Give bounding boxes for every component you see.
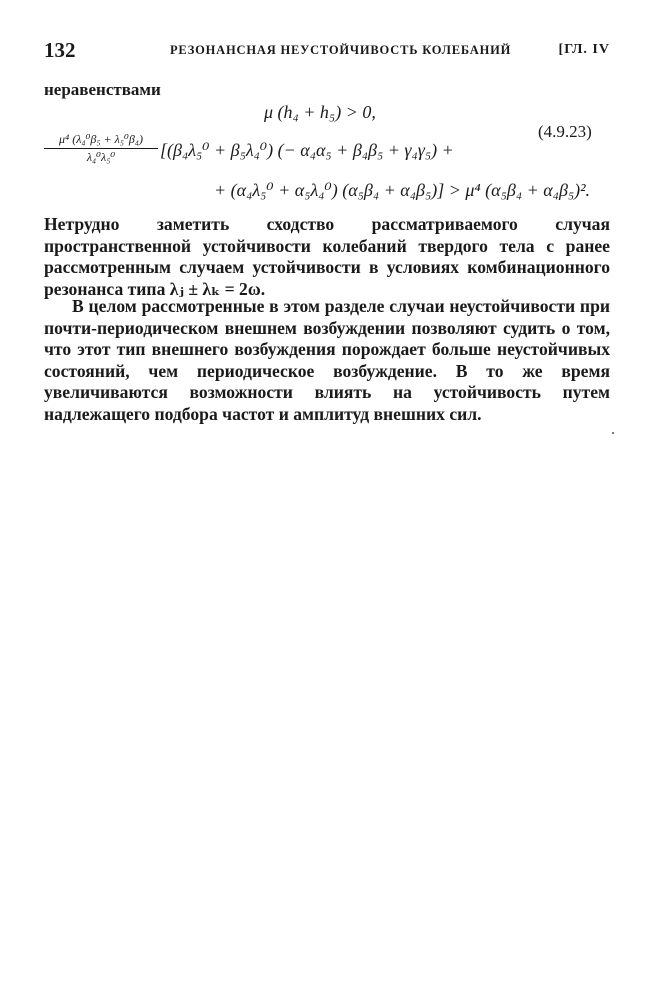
page-number: 132 bbox=[44, 38, 76, 62]
paragraph-1: Нетрудно заметить сходство рассматриваемого случая пространственной устойчивости колебаний твердого тела с ранее рассмотренным случаем устойчивости в условиях комбинационного резонанса типа λⱼ ± λₖ = 2ω. bbox=[44, 214, 610, 299]
intro-text: неравенствами bbox=[44, 80, 161, 99]
fraction-denominator: λ₄⁰λ₅⁰ bbox=[86, 150, 116, 164]
print-speck bbox=[612, 432, 614, 434]
equation-fraction bbox=[44, 132, 158, 165]
running-title: РЕЗОНАНСНАЯ НЕУСТОЙЧИВОСТЬ КОЛЕБАНИЙ bbox=[170, 43, 512, 57]
equation-line-2: [(β₄λ₅⁰ + β₅λ₄⁰) (− α₄α₅ + β₄β₅ + γ₄γ₅) + bbox=[160, 140, 454, 160]
chapter-reference: [ГЛ. IV bbox=[558, 42, 610, 57]
page-header bbox=[44, 38, 610, 62]
equation-number: (4.9.23) bbox=[538, 122, 592, 141]
equation-line-3: + (α₄λ₅⁰ + α₅λ₄⁰) (α₅β₄ + α₄β₅)] > μ⁴ (α₅β₄ + α₄β₅)². bbox=[214, 180, 591, 200]
paragraph-2: В целом рассмотренные в этом разделе случаи неустойчивости при почти-периодическом внешнем возбуждении позволяют судить о том, что этот тип внешнего возбуждения порождает больше неустойчивых состояний, чем периодическое возбуждение. В то же время увеличиваются возможности влиять на устойчивость путем надлежащего подбора частот и амплитуд внешних сил. bbox=[44, 296, 610, 424]
equation-line-1: μ (h₄ + h₅) > 0, bbox=[264, 102, 376, 122]
fraction-numerator: μ⁴ (λ₄⁰β₅ + λ₅⁰β₄) bbox=[44, 132, 158, 149]
